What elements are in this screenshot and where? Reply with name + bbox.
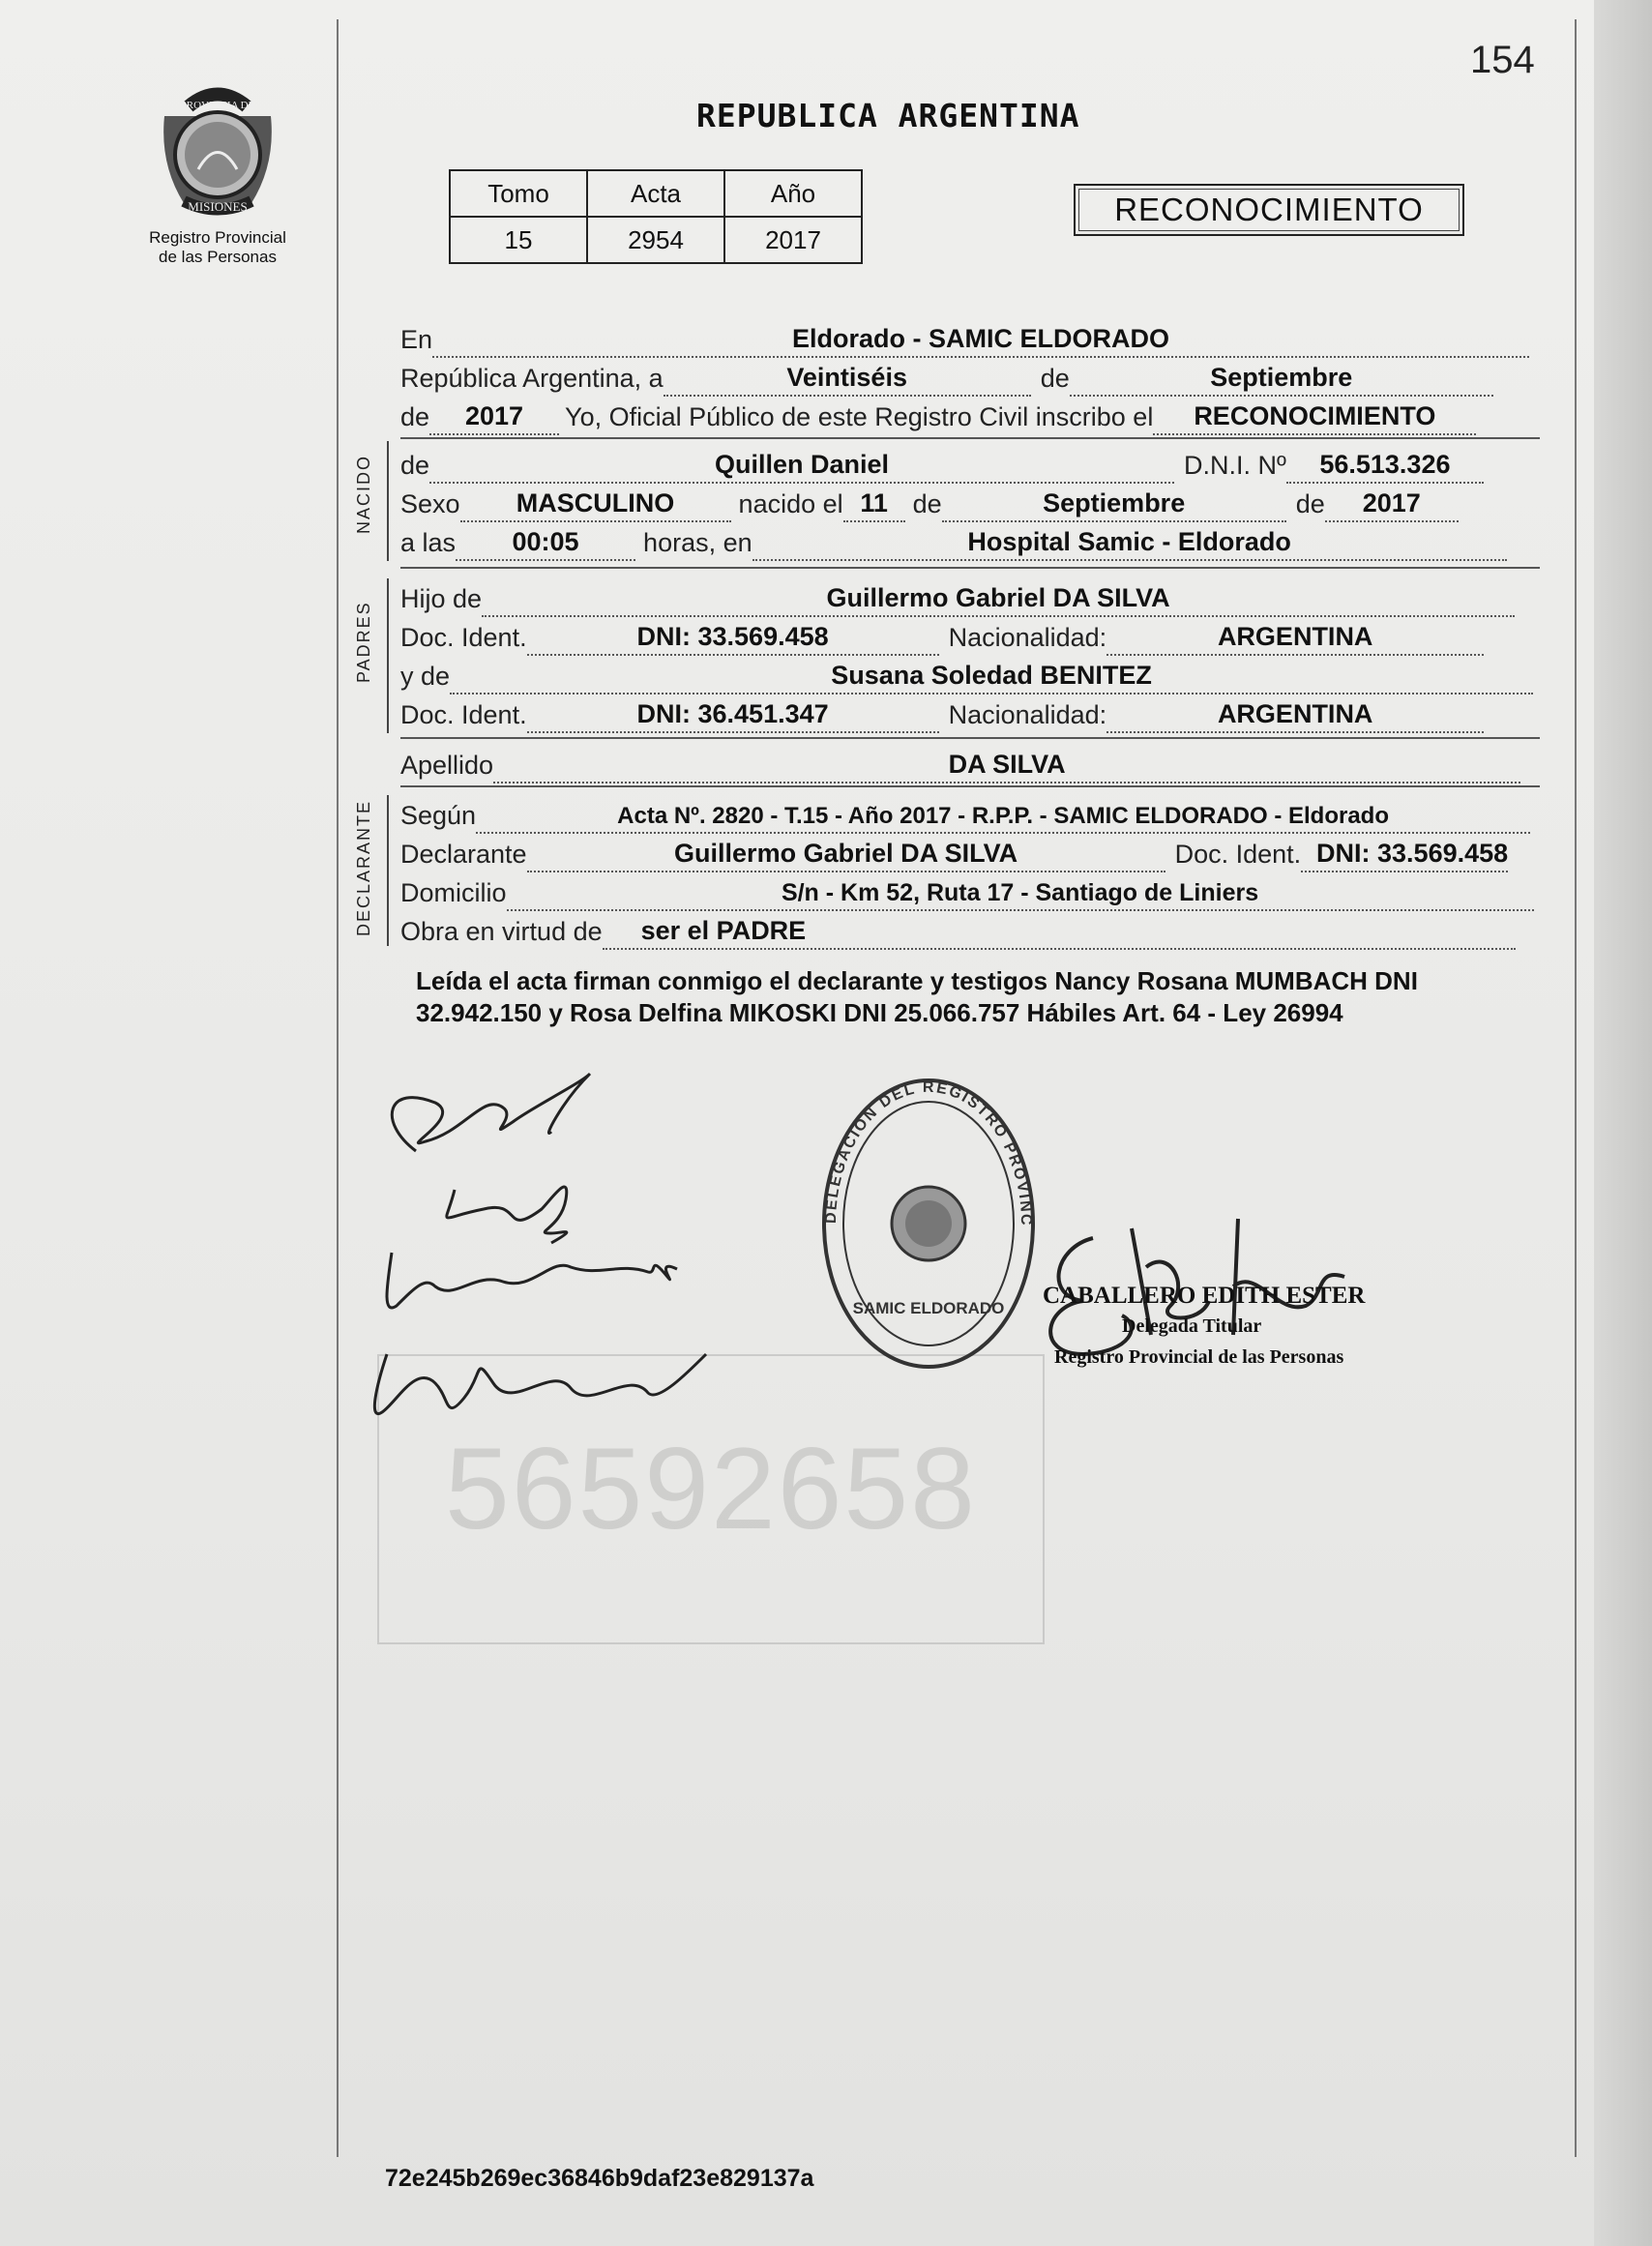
sex-value: MASCULINO [460,491,731,522]
padres-bracket [387,578,389,733]
faded-watermark-number: 56592658 [445,1424,977,1553]
acta-header: Acta [587,170,724,217]
closing-statement: Leída el acta firman conmigo el declarante y testigos Nancy Rosana MUMBACH DNI 32.942.150 y Rosa Delfina MIKOSKI DNI 25.066.757 Hábiles Art. 64 - Ley 26994 [416,966,1418,1027]
day-value: Veintiséis [664,366,1031,397]
father-name: Guillermo Gabriel DA SILVA [482,586,1515,617]
registry-caption: Registro Provincial de las Personas [149,228,286,266]
birth-place: Hospital Samic - Eldorado [752,530,1507,561]
row-father-doc: Doc. Ident. DNI: 33.569.458 Nacionalidad: ARGENTINA [400,617,1484,656]
svg-text:DELEGACION DEL REGISTRO PROVIN: DELEGACION DEL REGISTRO PROVINC [822,1079,1035,1227]
row-time-place: a las 00:05 horas, en Hospital Samic - Eldorado [400,522,1507,561]
domicilio-value: S/n - Km 52, Ruta 17 - Santiago de Liniers [507,880,1534,911]
father-doc: DNI: 33.569.458 [527,625,939,656]
place-value: Eldorado - SAMIC ELDORADO [432,327,1529,358]
svg-text:SAMIC ELDORADO: SAMIC ELDORADO [852,1299,1005,1317]
row-declarante: Declarante Guillermo Gabriel DA SILVA Doc. Ident. DNI: 33.569.458 [400,834,1508,872]
month-value: Septiembre [1070,366,1493,397]
divider-2 [400,567,1540,569]
divider-1 [400,437,1540,439]
officer-name: CABALLERO EDITH ESTER [1043,1283,1366,1309]
declarante-name: Guillermo Gabriel DA SILVA [527,842,1165,872]
svg-text:PROVINCIA DE: PROVINCIA DE [180,100,255,111]
row-domicilio: Domicilio S/n - Km 52, Ruta 17 - Santiago de Liniers [400,872,1534,911]
svg-text:MISIONES: MISIONES [188,199,248,214]
tomo-header: Tomo [450,170,587,217]
year-value: 2017 [429,404,559,435]
row-father: Hijo de Guillermo Gabriel DA SILVA [400,578,1515,617]
mother-nationality: ARGENTINA [1106,702,1484,733]
row-sex-birth: Sexo MASCULINO nacido el 11 de Septiembre de 2017 [400,484,1459,522]
left-margin-line [337,19,339,2157]
act-type-box: RECONOCIMIENTO [1074,184,1464,236]
birth-month: Septiembre [942,491,1286,522]
officer-role: Delegada Titular [1122,1315,1262,1337]
row-segun: Según Acta Nº. 2820 - T.15 - Año 2017 - R.P.P. - SAMIC ELDORADO - Eldorado [400,795,1530,834]
witness-signatures [358,1064,764,1456]
birth-day: 11 [843,491,905,522]
document-title: REPUBLICA ARGENTINA [696,97,1080,134]
acta-value: 2954 [587,217,724,263]
child-dni: 56.513.326 [1286,453,1484,484]
mother-name: Susana Soledad BENITEZ [450,664,1533,694]
row-obra: Obra en virtud de ser el PADRE [400,911,1516,950]
row-mother-doc: Doc. Ident. DNI: 36.451.347 Nacionalidad: ARGENTINA [400,694,1484,733]
tomo-value: 15 [450,217,587,263]
obra-value: ser el PADRE [603,919,1516,950]
father-nationality: ARGENTINA [1106,625,1484,656]
page-edge-shadow [1594,0,1652,2246]
declarante-doc: DNI: 33.569.458 [1301,842,1508,872]
row-year-inscribe: de 2017 Yo, Oficial Público de este Registro Civil inscribo el RECONOCIMIENTO [400,397,1476,435]
row-mother: y de Susana Soledad BENITEZ [400,656,1533,694]
officer-registry: Registro Provincial de las Personas [1054,1346,1344,1368]
ano-header: Año [724,170,862,217]
inscribe-value: RECONOCIMIENTO [1153,404,1476,435]
row-en: En Eldorado - SAMIC ELDORADO [400,319,1529,358]
row-date: República Argentina, a Veintiséis de Septiembre [400,358,1493,397]
row-apellido: Apellido DA SILVA [400,745,1520,783]
padres-side-label: PADRES [354,601,373,683]
ano-value: 2017 [724,217,862,263]
row-child: de Quillen Daniel D.N.I. Nº 56.513.326 [400,445,1484,484]
document-hash: 72e245b269ec36846b9daf23e829137a [385,2165,814,2192]
segun-value: Acta Nº. 2820 - T.15 - Año 2017 - R.P.P. - SAMIC ELDORADO - Eldorado [476,803,1530,834]
declarante-bracket [387,795,389,946]
divider-3 [400,737,1540,739]
child-name: Quillen Daniel [429,453,1174,484]
birth-time: 00:05 [456,530,635,561]
province-logo [145,77,290,222]
birth-year: 2017 [1325,491,1459,522]
official-seal [812,1064,1045,1388]
declarante-side-label: DECLARANTE [354,799,373,936]
nacido-bracket [387,441,389,561]
apellido-value: DA SILVA [493,753,1520,783]
right-margin-line [1575,19,1577,2157]
mother-doc: DNI: 36.451.347 [527,702,939,733]
page-number: 154 [1470,39,1535,81]
nacido-side-label: NACIDO [354,454,373,534]
record-number-table [449,169,863,264]
divider-4 [400,785,1540,787]
